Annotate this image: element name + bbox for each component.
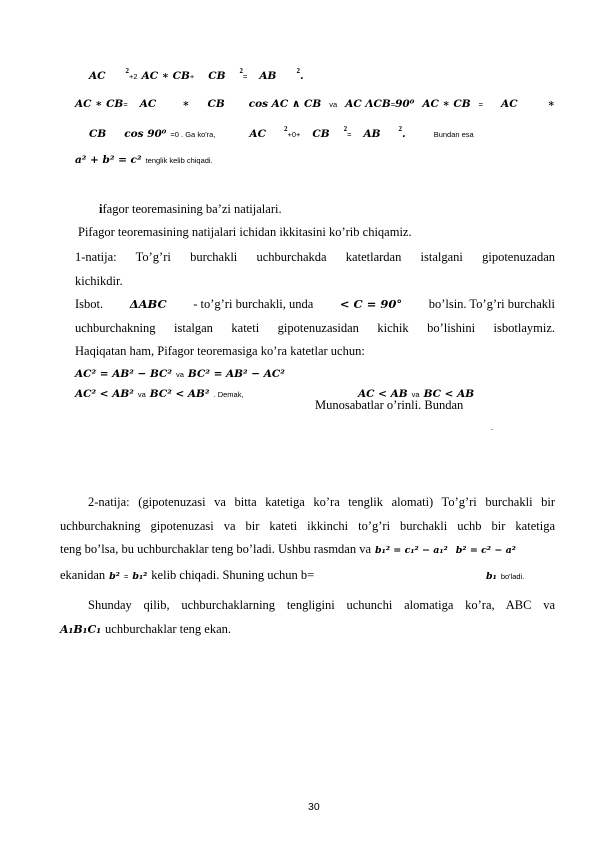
natija-1-line-1: 1-natija: To’g’ri burchakli uchburchakda katetlardan istalgani gipotenuzadan [75, 250, 555, 264]
formula-row-2: AC² < AB² va BC² < AB² . Demak, [75, 388, 244, 400]
natija-2-line-6: A₁B₁C₁ uchburchaklar teng ekan. [60, 622, 232, 636]
section-heading: ifagor teoremasining ba’zi natijalari. [99, 202, 282, 216]
natija-1-line-5: Haqiqatan ham, Pifagor teoremasiga ko’ra katetlar uchun: [75, 344, 365, 358]
equation-line-3: CB cos 90⁰ =0 . Ga ko'ra, AC $^2$+0+ CB $^2$= AB $^2$. Bundan esa [89, 125, 474, 140]
page-number: 30 [308, 801, 320, 813]
equation-line-1: AC $^2$+2 AC ∗ CB+ CB $^2$= AB $^2$. [89, 67, 304, 82]
natija-1-line-4: uchburchakning istalgan kateti gipotenuzasidan kichik bo’lishini isbotlaymiz. [75, 321, 555, 335]
intro-text: Pifagor teoremasining natijalari ichidan ikkitasini ko’rib chiqamiz. [78, 225, 412, 239]
equation-line-4: a² + b² = c² tenglik kelib chiqadi. [75, 154, 213, 166]
equation-line-2: AC ∗ CB= AC ∗ CB cos AC ∧ CB va AC ΛCB=90⁰ AC ∗ CB = AC ∗ [75, 98, 555, 110]
natija-2-line-3: teng bo’lsa, bu uchburchaklar teng bo’ladi. Ushbu rasmdan va b₁² = c₁² − a₁² b² = c² − a² [60, 542, 516, 556]
formula-row-2-right: AC < AB va BC < AB [358, 388, 475, 400]
formula-row-1: AC² = AB² − BC² va BC² = AB² − AC² [75, 368, 285, 380]
natija-1-line-2: kichikdir. [75, 274, 123, 288]
natija-2-line-5: Shunday qilib, uchburchaklarning tengligini uchunchi alomatiga ko’ra, ABC va [88, 598, 555, 612]
munosabatlar-text: Munosabatlar o’rinli. Bundan [315, 398, 464, 412]
natija-2-line-4: ekanidan b² = b₁² kelib chiqadi. Shuning uchun b= [60, 568, 315, 582]
natija-2-line-2: uchburchakning gipotenuzasi va bir kateti ikkinchi to’g’ri burchakli uchb bir katetiga [60, 519, 555, 533]
natija-1-line-3: Isbot. ΔABC - to’g’ri burchakli, unda < C = 90° bo’lsin. To’g’ri burchakli [75, 297, 555, 311]
natija-2-line-4-right: b₁ bo'ladi. [486, 571, 525, 582]
natija-2-line-1: 2-natija: (gipotenuzasi va bitta katetiga ko’ra tenglik alomati) To’g’ri burchakli bir [88, 495, 555, 509]
trailing-dot: . [491, 423, 493, 432]
